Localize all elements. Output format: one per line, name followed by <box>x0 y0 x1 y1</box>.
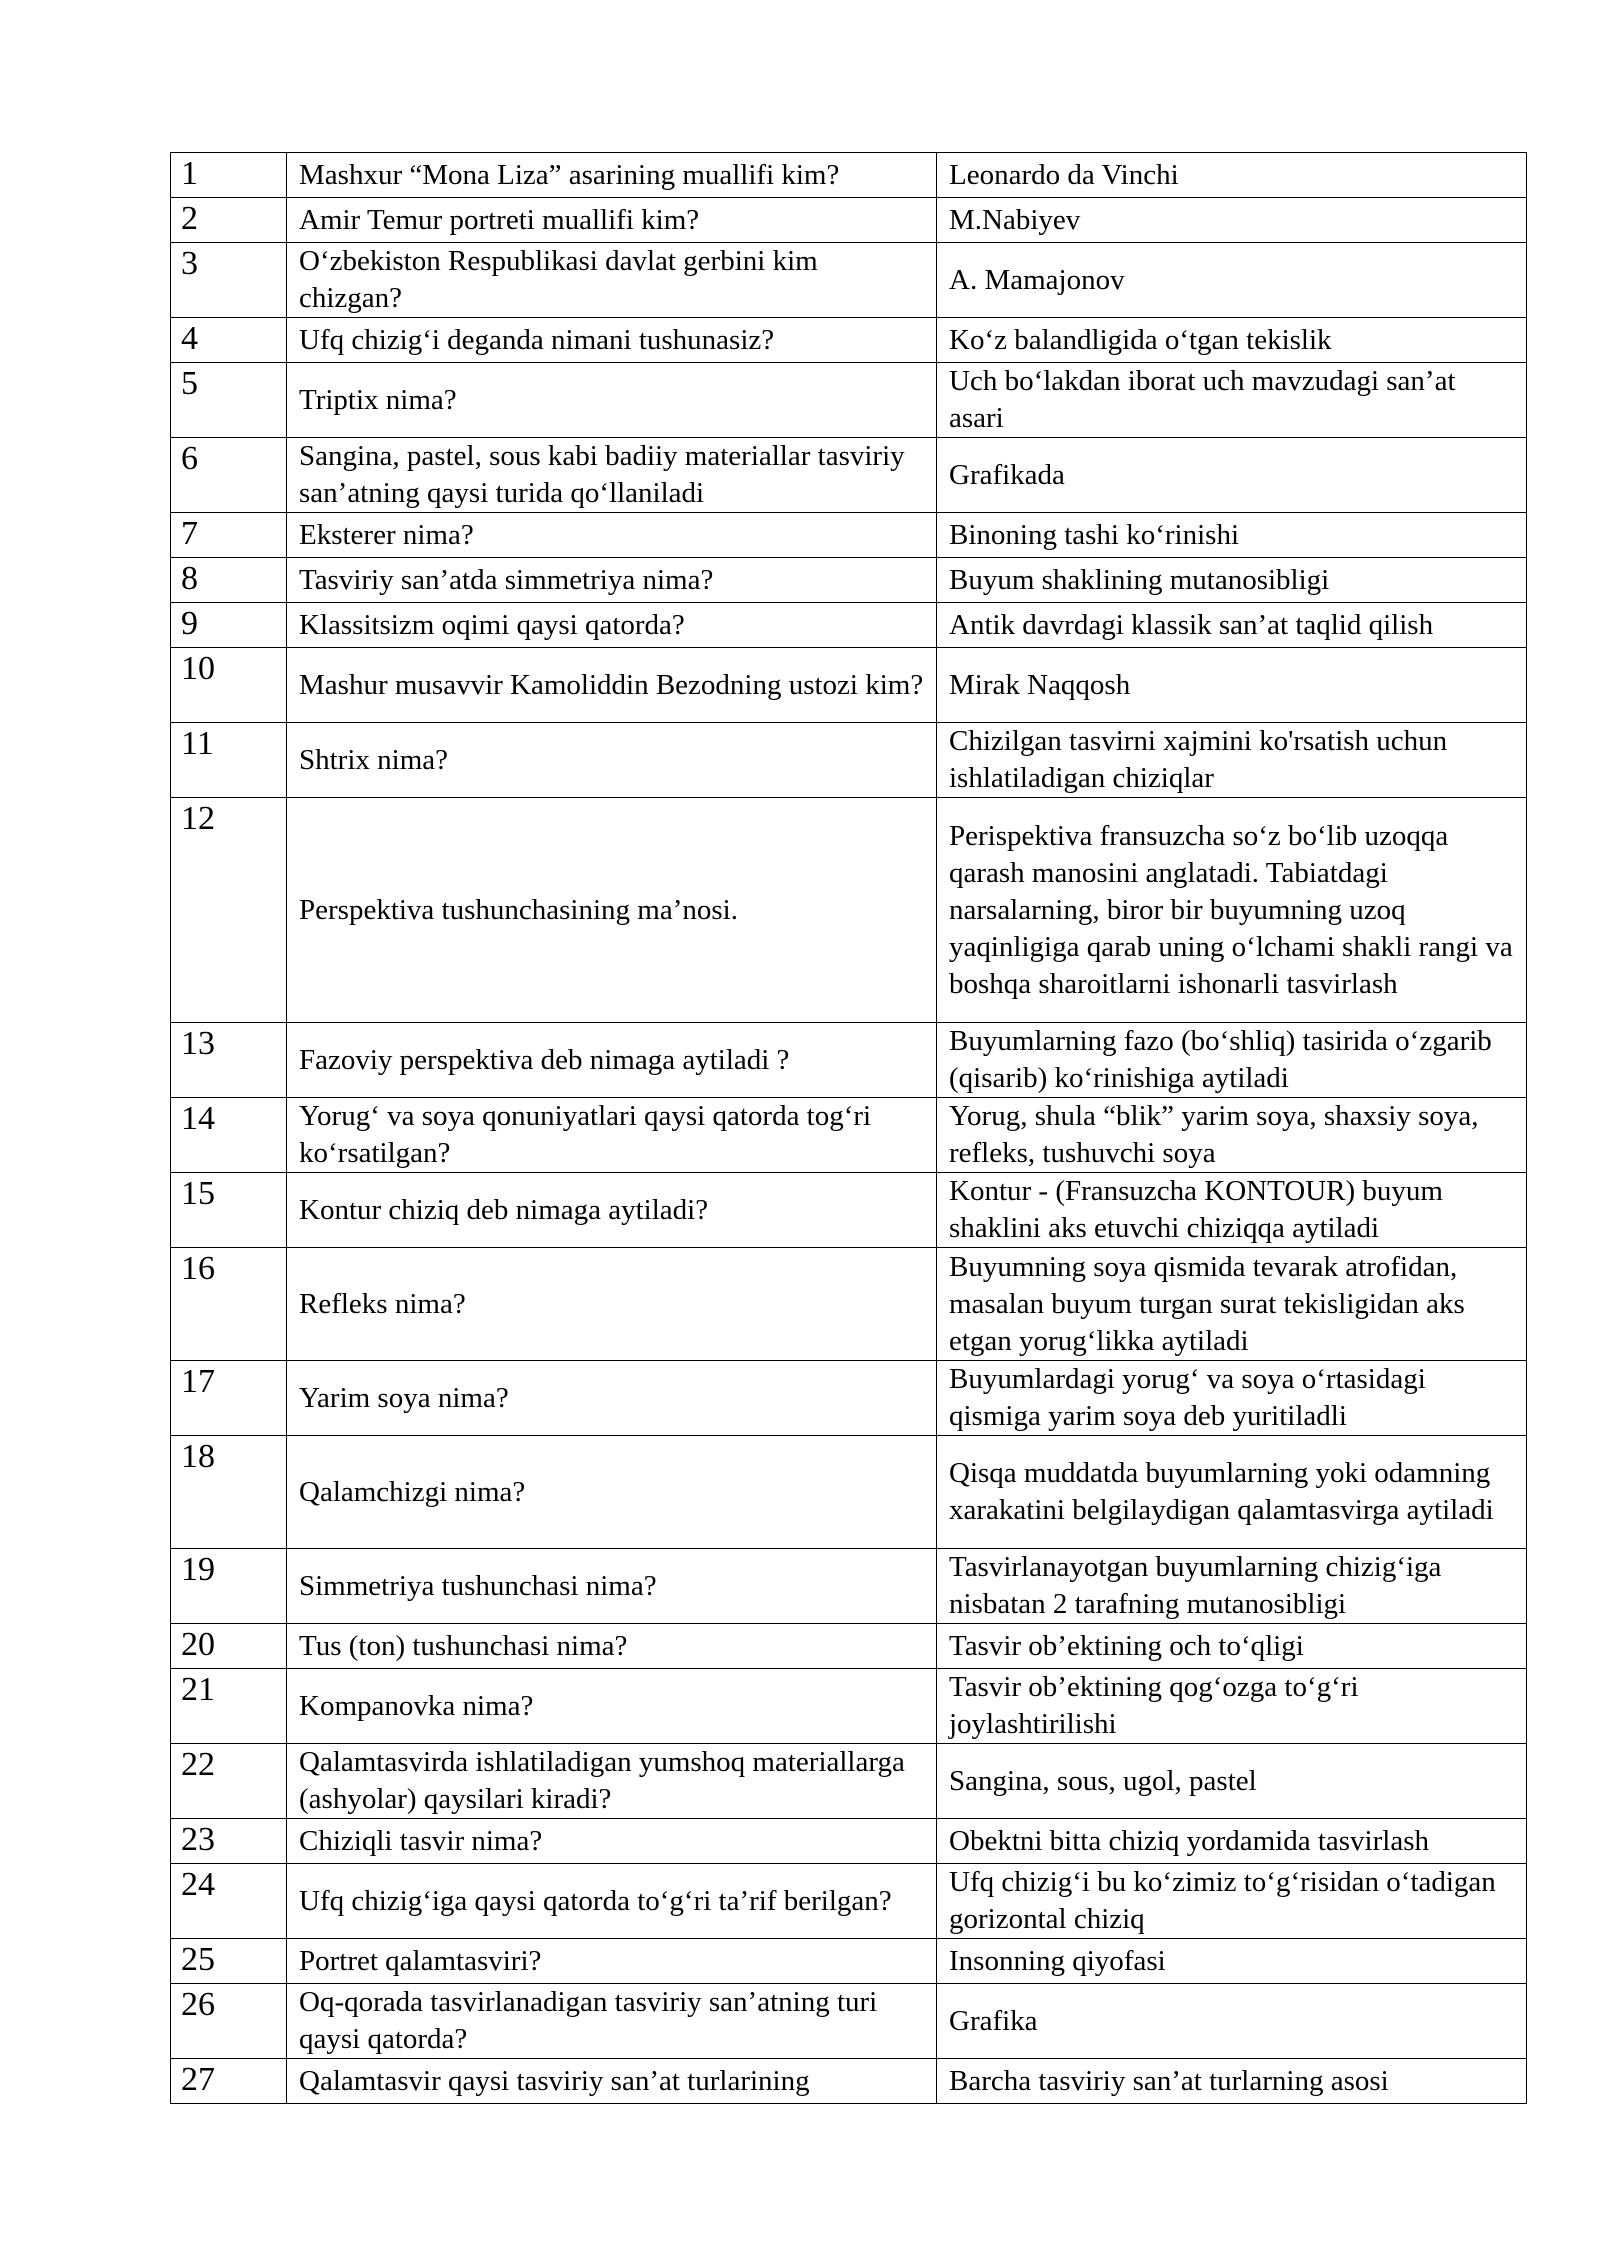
table-row <box>171 363 1527 438</box>
row-number: 9 <box>171 603 287 648</box>
table-row <box>171 1669 1527 1744</box>
table-row <box>171 198 1527 243</box>
qa-table <box>170 152 1527 2104</box>
row-number: 7 <box>171 513 287 558</box>
row-number: 22 <box>171 1744 287 1819</box>
table-row <box>171 1023 1527 1098</box>
answer-cell: Tasvirlanayotgan buyumlarning chizig‘iga nisbatan 2 tarafning mutanosibligi <box>937 1549 1527 1624</box>
row-number: 6 <box>171 438 287 513</box>
question-cell: Shtrix nima? <box>287 723 937 798</box>
row-number: 10 <box>171 648 287 723</box>
question-cell: Yorug‘ va soya qonuniyatlari qaysi qatorda tog‘ri ko‘rsatilgan? <box>287 1098 937 1173</box>
table-row <box>171 558 1527 603</box>
table-row <box>171 1624 1527 1669</box>
row-number: 16 <box>171 1248 287 1361</box>
row-number: 15 <box>171 1173 287 1248</box>
question-cell: Simmetriya tushunchasi nima? <box>287 1549 937 1624</box>
question-cell: Kontur chiziq deb nimaga aytiladi? <box>287 1173 937 1248</box>
answer-cell: Tasvir ob’ektining och to‘qligi <box>937 1624 1527 1669</box>
row-number: 5 <box>171 363 287 438</box>
question-cell: Qalamtasvir qaysi tasviriy san’at turlarining <box>287 2059 937 2104</box>
answer-cell: Yorug, shula “blik” yarim soya, shaxsiy soya, refleks, tushuvchi soya <box>937 1098 1527 1173</box>
question-cell: Mashur musavvir Kamoliddin Bezodning ustozi kim? <box>287 648 937 723</box>
answer-cell: Chizilgan tasvirni xajmini ko'rsatish uchun ishlatiladigan chiziqlar <box>937 723 1527 798</box>
answer-cell: M.Nabiyev <box>937 198 1527 243</box>
question-cell: Oq-qorada tasvirlanadigan tasviriy san’atning turi qaysi qatorda? <box>287 1984 937 2059</box>
question-cell: Fazoviy perspektiva deb nimaga aytiladi ? <box>287 1023 937 1098</box>
question-cell: Chiziqli tasvir nima? <box>287 1819 937 1864</box>
answer-cell: Buyumlarning fazo (bo‘shliq) tasirida o‘zgarib (qisarib) ko‘rinishiga aytiladi <box>937 1023 1527 1098</box>
table-row <box>171 1436 1527 1549</box>
table-row <box>171 2059 1527 2104</box>
row-number: 17 <box>171 1361 287 1436</box>
table-row <box>171 243 1527 318</box>
table-row <box>171 648 1527 723</box>
row-number: 18 <box>171 1436 287 1549</box>
question-cell: Qalamtasvirda ishlatiladigan yumshoq materiallarga (ashyolar) qaysilari kiradi? <box>287 1744 937 1819</box>
answer-cell: Ufq chizig‘i bu ko‘zimiz to‘g‘risidan o‘tadigan gorizontal chiziq <box>937 1864 1527 1939</box>
answer-cell: Uch bo‘lakdan iborat uch mavzudagi san’at asari <box>937 363 1527 438</box>
table-row <box>171 1939 1527 1984</box>
question-cell: Refleks nima? <box>287 1248 937 1361</box>
row-number: 21 <box>171 1669 287 1744</box>
row-number: 3 <box>171 243 287 318</box>
row-number: 2 <box>171 198 287 243</box>
answer-cell: Mirak Naqqosh <box>937 648 1527 723</box>
table-row <box>171 438 1527 513</box>
answer-cell: Grafika <box>937 1984 1527 2059</box>
question-cell: Kompanovka nima? <box>287 1669 937 1744</box>
table-row <box>171 1744 1527 1819</box>
table-row <box>171 1549 1527 1624</box>
row-number: 24 <box>171 1864 287 1939</box>
question-cell: Ufq chizig‘iga qaysi qatorda to‘g‘ri ta’rif berilgan? <box>287 1864 937 1939</box>
question-cell: Qalamchizgi nima? <box>287 1436 937 1549</box>
answer-cell: Buyumlardagi yorug‘ va soya o‘rtasidagi qismiga yarim soya deb yuritiladli <box>937 1361 1527 1436</box>
answer-cell: Qisqa muddatda buyumlarning yoki odamning xarakatini belgilaydigan qalamtasvirga aytiladi <box>937 1436 1527 1549</box>
answer-cell: Obektni bitta chiziq yordamida tasvirlash <box>937 1819 1527 1864</box>
table-row <box>171 798 1527 1023</box>
table-row <box>171 1819 1527 1864</box>
table-row <box>171 513 1527 558</box>
row-number: 11 <box>171 723 287 798</box>
question-cell: Triptix nima? <box>287 363 937 438</box>
row-number: 1 <box>171 153 287 198</box>
table-row <box>171 1248 1527 1361</box>
table-row <box>171 153 1527 198</box>
table-row <box>171 1361 1527 1436</box>
answer-cell: Buyumning soya qismida tevarak atrofidan, masalan buyum turgan surat tekisligidan aks etgan yorug‘likka aytiladi <box>937 1248 1527 1361</box>
table-row <box>171 603 1527 648</box>
answer-cell: Binoning tashi ko‘rinishi <box>937 513 1527 558</box>
table-row <box>171 1098 1527 1173</box>
table-row <box>171 1173 1527 1248</box>
answer-cell: Antik davrdagi klassik san’at taqlid qilish <box>937 603 1527 648</box>
answer-cell: A. Mamajonov <box>937 243 1527 318</box>
row-number: 13 <box>171 1023 287 1098</box>
row-number: 19 <box>171 1549 287 1624</box>
answer-cell: Grafikada <box>937 438 1527 513</box>
question-cell: Tasviriy san’atda simmetriya nima? <box>287 558 937 603</box>
row-number: 14 <box>171 1098 287 1173</box>
row-number: 20 <box>171 1624 287 1669</box>
row-number: 4 <box>171 318 287 363</box>
question-cell: Klassitsizm oqimi qaysi qatorda? <box>287 603 937 648</box>
row-number: 8 <box>171 558 287 603</box>
row-number: 27 <box>171 2059 287 2104</box>
answer-cell: Sangina, sous, ugol, pastel <box>937 1744 1527 1819</box>
row-number: 12 <box>171 798 287 1023</box>
question-cell: O‘zbekiston Respublikasi davlat gerbini kim chizgan? <box>287 243 937 318</box>
answer-cell: Ko‘z balandligida o‘tgan tekislik <box>937 318 1527 363</box>
answer-cell: Insonning qiyofasi <box>937 1939 1527 1984</box>
answer-cell: Leonardo da Vinchi <box>937 153 1527 198</box>
question-cell: Ufq chizig‘i deganda nimani tushunasiz? <box>287 318 937 363</box>
question-cell: Tus (ton) tushunchasi nima? <box>287 1624 937 1669</box>
question-cell: Mashxur “Mona Liza” asarining muallifi kim? <box>287 153 937 198</box>
answer-cell: Tasvir ob’ektining qog‘ozga to‘g‘ri joylashtirilishi <box>937 1669 1527 1744</box>
question-cell: Yarim soya nima? <box>287 1361 937 1436</box>
question-cell: Portret qalamtasviri? <box>287 1939 937 1984</box>
question-cell: Sangina, pastel, sous kabi badiiy materiallar tasviriy san’atning qaysi turida qo‘llaniladi <box>287 438 937 513</box>
answer-cell: Kontur - (Fransuzcha KONTOUR) buyum shaklini aks etuvchi chiziqqa aytiladi <box>937 1173 1527 1248</box>
question-cell: Amir Temur portreti muallifi kim? <box>287 198 937 243</box>
row-number: 25 <box>171 1939 287 1984</box>
answer-cell: Perispektiva fransuzcha so‘z bo‘lib uzoqqa qarash manosini anglatadi. Tabiatdagi narsalarning, biror bir buyumning uzoq yaqinligiga qarab uning o‘lchami shakli rangi va boshqa sharoitlarni ishonarli tasvirlash <box>937 798 1527 1023</box>
row-number: 26 <box>171 1984 287 2059</box>
table-row <box>171 318 1527 363</box>
table-row <box>171 723 1527 798</box>
row-number: 23 <box>171 1819 287 1864</box>
question-cell: Eksterer nima? <box>287 513 937 558</box>
question-cell: Perspektiva tushunchasining ma’nosi. <box>287 798 937 1023</box>
answer-cell: Buyum shaklining mutanosibligi <box>937 558 1527 603</box>
table-row <box>171 1984 1527 2059</box>
answer-cell: Barcha tasviriy san’at turlarning asosi <box>937 2059 1527 2104</box>
table-row <box>171 1864 1527 1939</box>
